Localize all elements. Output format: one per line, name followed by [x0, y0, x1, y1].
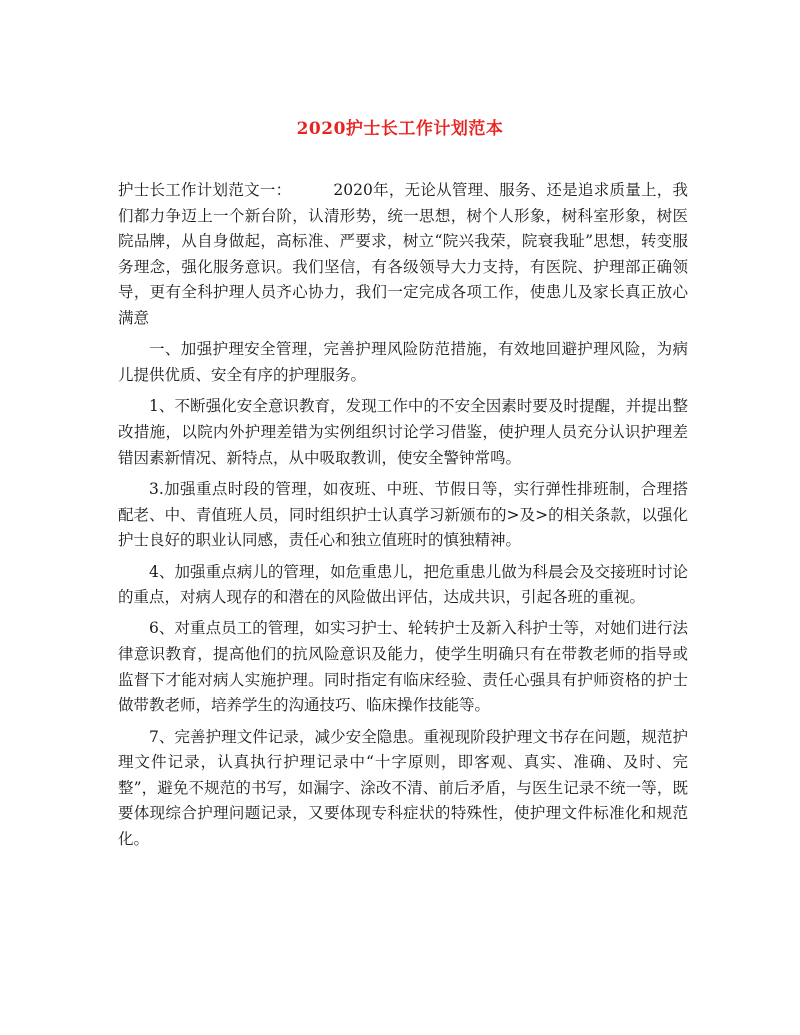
paragraph: 6、对重点员工的管理，如实习护士、轮转护士及新入科护士等，对她们进行法律意识教育，提高他们的抗风险意识及能力，使学生明确只有在带教老师的指导或监督下才能对病人实施护理。同时指定有临床经验、责任心强具有护师资格的护士做带教老师，培养学生的沟通技巧、临床操作技能等。 [118, 619, 688, 715]
paragraph: 3.加强重点时段的管理，如夜班、中班、节假日等，实行弹性排班制，合理搭配老、中、青值班人员，同时组织护士认真学习新颁布的>及>的相关条款，以强化护士良好的职业认同感，责任心和独立值班时的慎独精神。 [118, 479, 688, 550]
intro-paragraph [118, 178, 688, 332]
intro-label: 护士长工作计划范文一： [118, 181, 292, 199]
intro-text: 2020年，无论从管理、服务、还是追求质量上，我们都力争迈上一个新台阶，认清形势，统一思想，树个人形象，树科室形象，树医院品牌，从自身做起，高标准、严要求，树立“院兴我荣，院衰我耻”思想，转变服务理念，强化服务意识。我们坚信，有各级领导大力支持，有医院、护理部正确领导，更有全科护理人员齐心协力，我们一定完成各项工作，使患儿及家长真正放心满意 [118, 181, 688, 327]
document-title: 2020护士长工作计划范本 [296, 119, 504, 139]
document-body [118, 178, 688, 858]
paragraph: 1、不断强化安全意识教育，发现工作中的不安全因素时要及时提醒，并提出整改措施，以院内外护理差错为实例组织讨论学习借鉴，使护理人员充分认识护理差错因素新情况、新特点，从中吸取教训，使安全警钟常鸣。 [118, 397, 688, 467]
paragraph: 4、加强重点病儿的管理，如危重患儿，把危重患儿做为科晨会及交接班时讨论的重点，对病人现存的和潜在的风险做出评估，达成共识，引起各班的重视。 [118, 562, 688, 607]
paragraph: 一、加强护理安全管理，完善护理风险防范措施，有效地回避护理风险，为病儿提供优质、安全有序的护理服务。 [118, 340, 688, 384]
paragraph: 7、完善护理文件记录，减少安全隐患。重视现阶段护理文书存在问题，规范护理文件记录，认真执行护理记录中“十字原则，即客观、真实、准确、及时、完整”，避免不规范的书写，如漏字、涂改不清、前后矛盾，与医生记录不统一等，既要体现综合护理问题记录，又要体现专科症状的特殊性，使护理文件标准化和规范化。 [118, 727, 688, 849]
